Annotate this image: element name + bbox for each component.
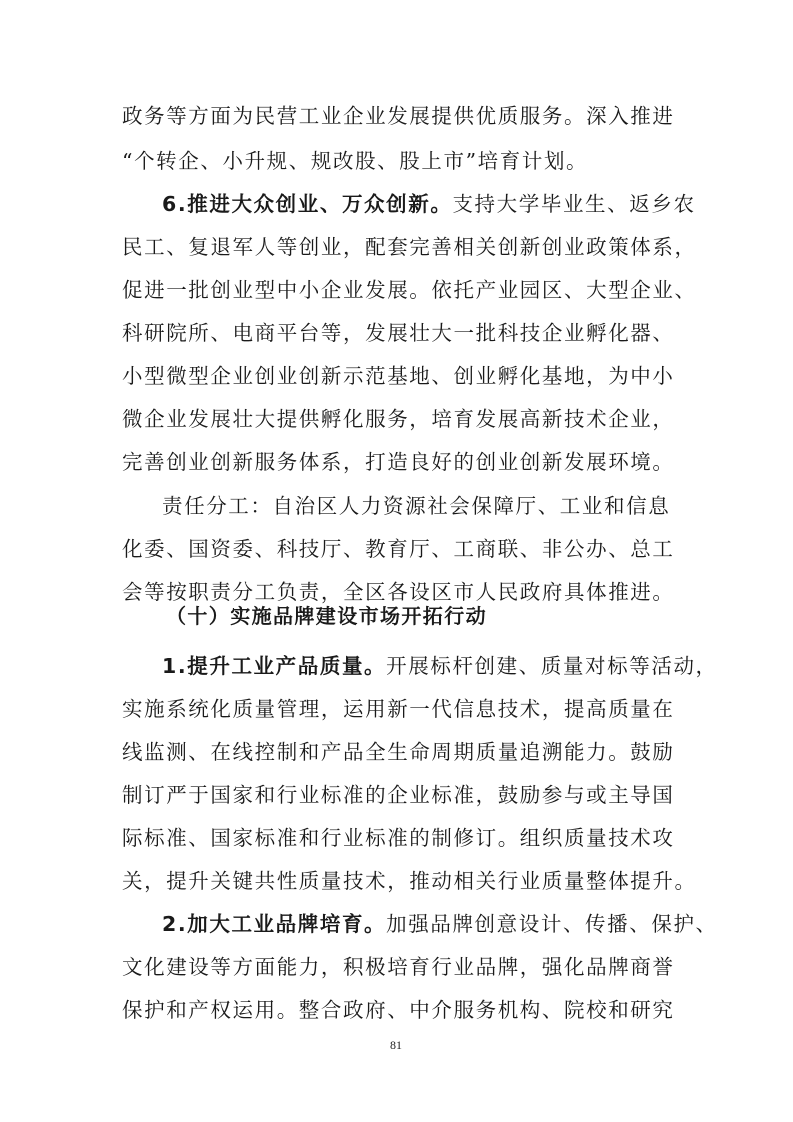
paragraph-2-lead: 2.加大工业品牌培育。 bbox=[162, 912, 387, 936]
text-line: 制订严于国家和行业标准的企业标准，鼓励参与或主导国 bbox=[122, 783, 675, 807]
paragraph-6-lead: 6.推进大众创业、万众创新。 bbox=[162, 192, 453, 216]
paragraph-1-lead: 1.提升工业产品质量。 bbox=[162, 654, 387, 678]
paragraph-2-first-line bbox=[162, 909, 718, 939]
text-line: 保护和产权运用。整合政府、中介服务机构、院校和研究 bbox=[122, 998, 675, 1022]
paragraph-1-first-line bbox=[162, 651, 718, 681]
paragraph-6-first-line bbox=[162, 189, 696, 219]
text-line: 科研院所、电商平台等，发展壮大一批科技企业孵化器、 bbox=[122, 321, 675, 345]
section-heading: （十）实施品牌建设市场开拓行动 bbox=[166, 604, 487, 628]
text-line: 实施系统化质量管理，运用新一代信息技术，提高质量在 bbox=[122, 697, 675, 721]
text-line: 政务等方面为民营工业企业发展提供优质服务。深入推进 bbox=[122, 104, 675, 128]
text-line: 关，提升关键共性质量技术，推动相关行业质量整体提升。 bbox=[122, 869, 697, 893]
text-line: 促进一批创业型中小企业发展。依托产业园区、大型企业、 bbox=[122, 278, 697, 302]
paragraph-6-text: 支持大学毕业生、返乡农 bbox=[452, 192, 696, 216]
text-line: “个转企、小升规、规改股、股上市”培育计划。 bbox=[122, 149, 589, 173]
text-line: 线监测、在线控制和产品全生命周期质量追溯能力。鼓励 bbox=[122, 740, 675, 764]
paragraph-1-text: 开展标杆创建、质量对标等活动， bbox=[386, 654, 718, 678]
text-line: 化委、国资委、科技厅、教育厅、工商联、非公办、总工 bbox=[122, 537, 675, 561]
text-line: 小型微型企业创业创新示范基地、创业孵化基地，为中小 bbox=[122, 364, 675, 388]
text-line: 际标准、国家标准和行业标准的制修订。组织质量技术攻 bbox=[122, 826, 675, 850]
text-line: 文化建设等方面能力，积极培育行业品牌，强化品牌商誉 bbox=[122, 955, 675, 979]
responsibility-first-line: 责任分工：自治区人力资源社会保障厅、工业和信息 bbox=[162, 494, 671, 518]
page-number: 81 bbox=[390, 1038, 402, 1052]
text-line: 完善创业创新服务体系，打造良好的创业创新发展环境。 bbox=[122, 450, 675, 474]
text-line: 民工、复退军人等创业，配套完善相关创新创业政策体系， bbox=[122, 235, 697, 259]
text-line: 会等按职责分工负责，全区各设区市人民政府具体推进。 bbox=[122, 580, 675, 604]
paragraph-2-text: 加强品牌创意设计、传播、保护、 bbox=[386, 912, 718, 936]
text-line: 微企业发展壮大提供孵化服务，培育发展高新技术企业， bbox=[122, 407, 675, 431]
